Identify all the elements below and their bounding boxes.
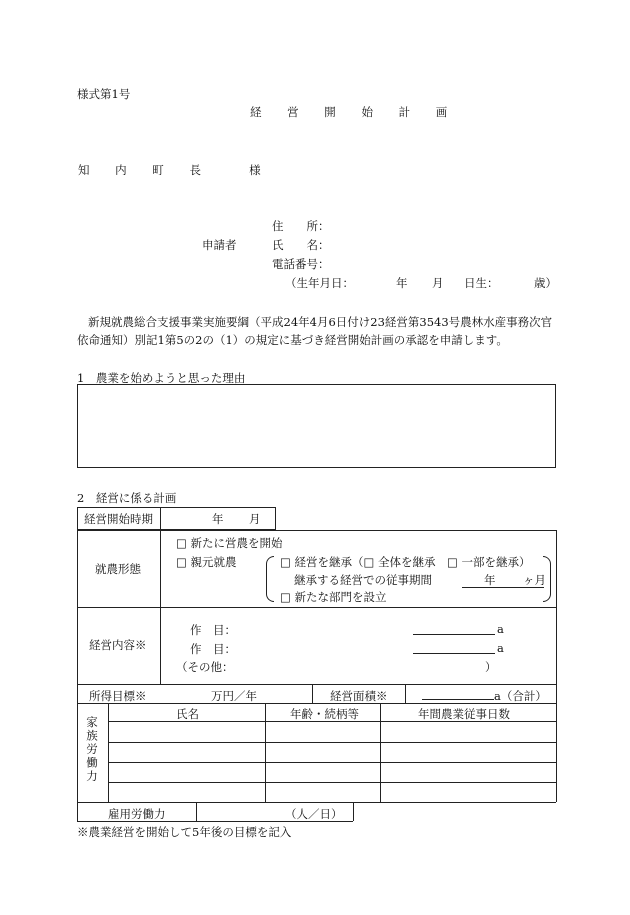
col-name-header: 氏名	[176, 707, 199, 721]
addressee: 知 内 町 長 様	[78, 163, 272, 177]
start-year[interactable]: 年	[212, 512, 224, 526]
name-label: 氏 名：	[272, 238, 330, 252]
other-close: ）	[485, 660, 497, 674]
birth-month: 月	[432, 276, 444, 290]
left-brace	[266, 556, 274, 602]
phone-label: 電話番号：	[272, 257, 330, 271]
family-row[interactable]	[108, 742, 556, 743]
col-age-header: 年齢・続柄等	[290, 707, 359, 721]
inherit-year[interactable]: 年	[484, 573, 496, 587]
form-number: 様式第1号	[77, 87, 131, 101]
content-label: 経営内容※	[89, 638, 147, 652]
col-days-header: 年間農業従事日数	[418, 707, 510, 721]
section-2-heading: 2 経営に係る計画	[77, 491, 177, 505]
crop-1-unit: a	[497, 622, 504, 636]
intro-line-1: 新規就農総合支援事業実施要綱（平成24年4月6日付け23経営第3543号農林水産事務次官	[88, 315, 553, 329]
other-label: （その他：	[176, 660, 234, 674]
family-row[interactable]	[108, 762, 556, 763]
hired-labor-label: 雇用労働力	[108, 807, 166, 821]
footnote: ※農業経営を開始して5年後の目標を記入	[77, 825, 292, 839]
farming-form-label: 就農形態	[95, 562, 141, 576]
start-period-label: 経営開始時期	[84, 512, 153, 526]
page-title: 経 営 開 始 計 画	[250, 105, 459, 119]
option-inherit[interactable]: □ 経営を継承（□ 全体を継承 □ 一部を継承）	[280, 555, 531, 569]
family-labor-label: 家族労働力	[85, 716, 99, 784]
applicant-label: 申請者	[202, 238, 237, 252]
start-month[interactable]: 月	[249, 512, 261, 526]
birth-day: 日生：	[464, 276, 499, 290]
reason-field[interactable]	[77, 384, 556, 468]
option-new-farming[interactable]: □ 新たに営農を開始	[176, 536, 283, 550]
area-unit: a（合計）	[494, 689, 547, 703]
hired-labor-unit[interactable]: （人／日）	[285, 807, 343, 821]
address-label: 住 所：	[272, 219, 330, 233]
age-label: 歳）	[534, 276, 557, 290]
inherit-period-label: 継承する経営での従事期間	[294, 573, 432, 587]
crop-2-unit: a	[497, 641, 504, 655]
option-parent-farming[interactable]: □ 親元就農	[176, 555, 237, 569]
birth-label: （生年月日：	[285, 276, 354, 290]
crop-1-label: 作 目：	[190, 623, 236, 637]
birth-year: 年	[396, 276, 408, 290]
family-row[interactable]	[108, 782, 556, 783]
intro-line-2: 依命通知）別記1第5の2の（1）の規定に基づき経営開始計画の承認を申請します。	[77, 333, 508, 347]
income-unit[interactable]: 万円／年	[211, 689, 257, 703]
option-new-department[interactable]: □ 新たな部門を設立	[280, 590, 387, 604]
income-label: 所得目標※	[89, 689, 147, 703]
inherit-month[interactable]: ヶ月	[523, 573, 546, 587]
section-1-heading: 1 農業を始めようと思った理由	[77, 371, 246, 385]
crop-2-label: 作 目：	[190, 642, 236, 656]
area-label: 経営面積※	[330, 689, 388, 703]
